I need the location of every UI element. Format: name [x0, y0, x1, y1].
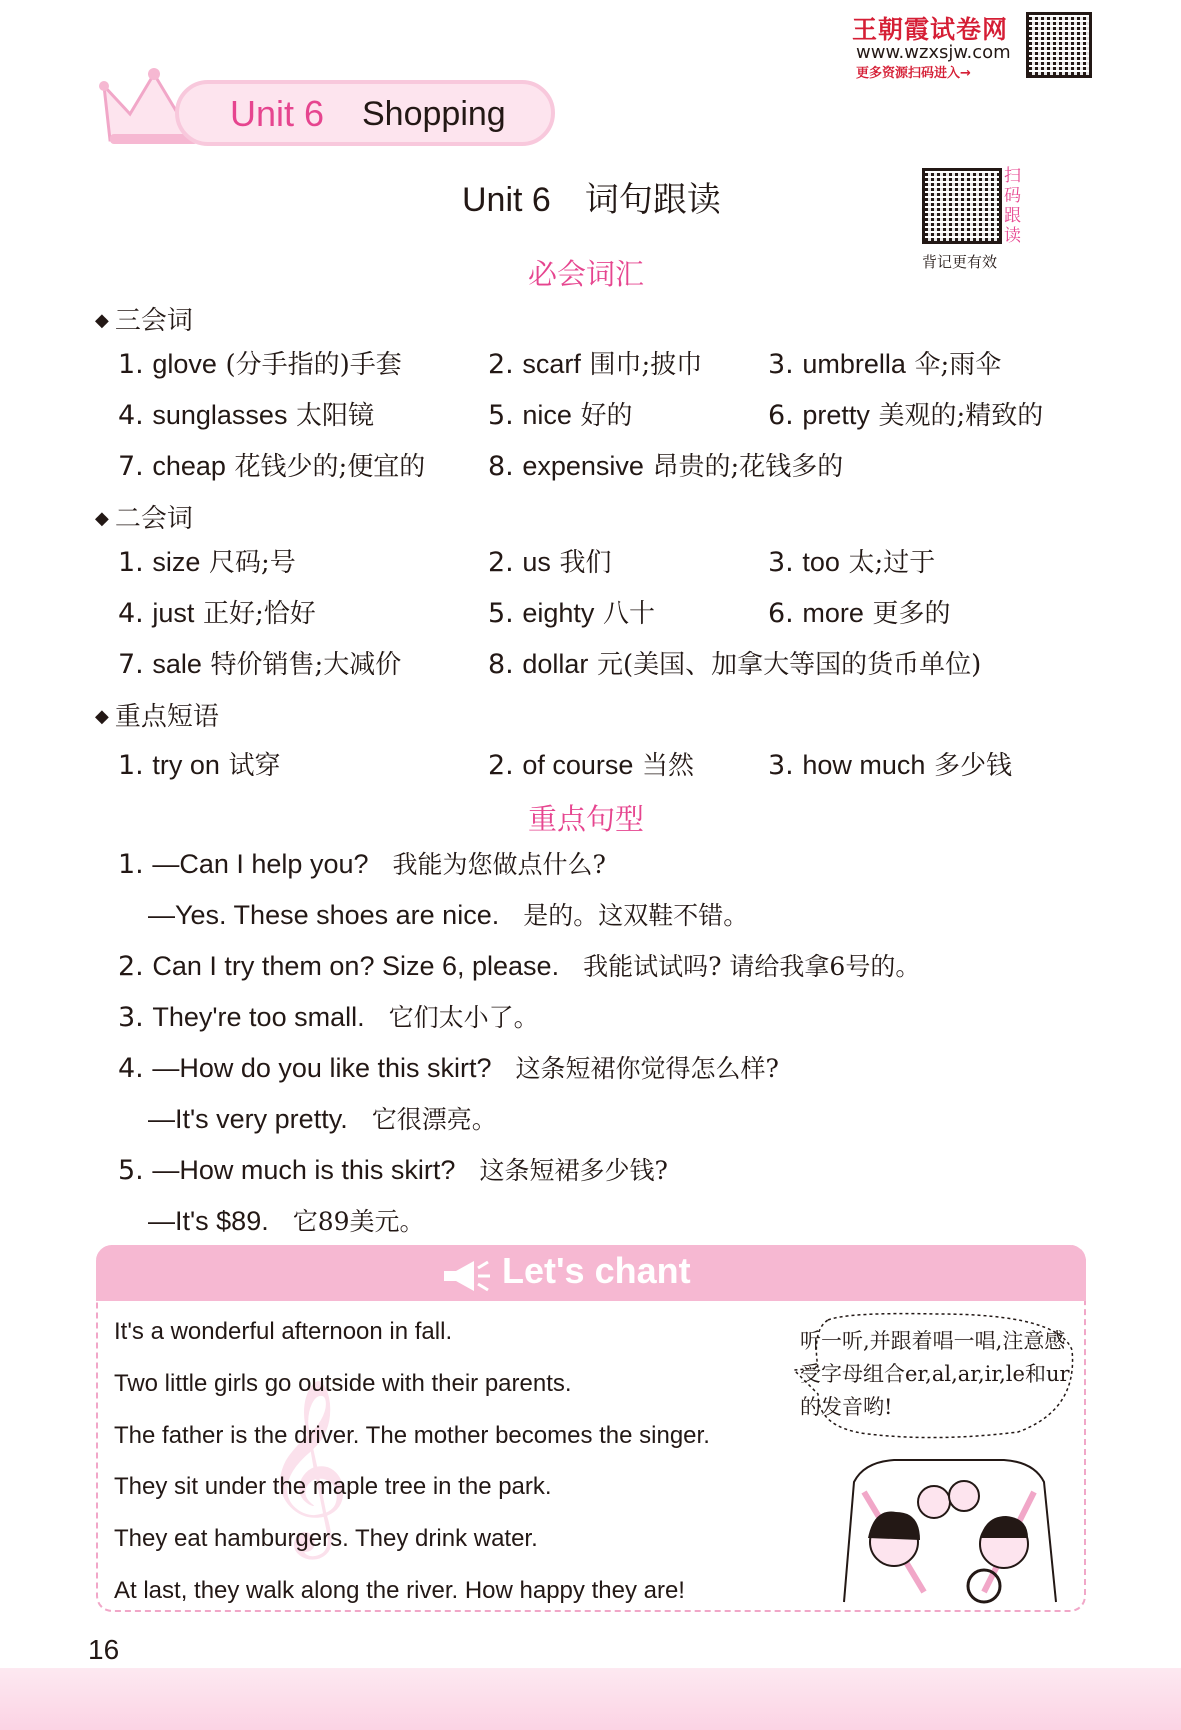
vocab-item: 6. more 更多的 — [768, 598, 951, 629]
diamond-bullet-icon: ◆ — [95, 508, 109, 529]
vocab-item: 1. size 尺码;号 — [118, 547, 296, 578]
sentence-line: 2. Can I try them on? Size 6, please. 我能试试吗? 请给我拿6号的。 — [118, 951, 921, 982]
sentence-line: —It's very pretty. 它很漂亮。 — [148, 1104, 497, 1134]
chant-line: It's a wonderful afternoon in fall. — [114, 1318, 453, 1345]
category-title: ◆ 重点短语 — [95, 702, 219, 732]
bottom-decoration — [0, 1668, 1181, 1730]
family-car-illustration — [834, 1452, 1064, 1604]
vocab-item: 3. umbrella 伞;雨伞 — [768, 349, 1002, 380]
sentence-line: 1. —Can I help you? 我能为您做点什么? — [118, 849, 606, 880]
vocab-item: 8. expensive 昂贵的;花钱多的 — [488, 451, 844, 482]
watermark-qr-code-icon — [1026, 12, 1092, 78]
vocab-item: 4. sunglasses 太阳镜 — [118, 400, 375, 431]
unit-name: Shopping — [362, 95, 506, 133]
megaphone-icon — [440, 1258, 492, 1294]
sentence-line: 5. —How much is this skirt? 这条短裙多少钱? — [118, 1155, 668, 1186]
page-title: Unit 6 词句跟读 — [462, 181, 721, 219]
watermark-title: 王朝霞试卷网 — [852, 15, 1009, 44]
treble-clef-icon: 𝄞 — [262, 1378, 351, 1552]
chant-line: They eat hamburgers. They drink water. — [114, 1525, 538, 1552]
vocab-item: 2. scarf 围巾;披巾 — [488, 349, 703, 380]
vocab-section-title: 必会词汇 — [528, 259, 645, 291]
chant-line: They sit under the maple tree in the park. — [114, 1473, 552, 1500]
sentence-line: 3. They're too small. 它们太小了。 — [118, 1002, 539, 1033]
sentence-line: 4. —How do you like this skirt? 这条短裙你觉得怎么样? — [118, 1053, 779, 1084]
phrase-item: 3. how much 多少钱 — [768, 750, 1013, 781]
watermark-url: www.wzxsjw.com — [856, 42, 1011, 63]
vocab-item: 5. eighty 八十 — [488, 598, 656, 629]
vocab-item: 5. nice 好的 — [488, 400, 633, 431]
chant-tip: 听一听,并跟着唱一唱,注意感受字母组合er,al,ar,ir,le和ur的发音哟! — [800, 1329, 1070, 1419]
vocab-item: 7. sale 特价销售;大减价 — [118, 649, 402, 680]
vocab-item: 6. pretty 美观的;精致的 — [768, 400, 1044, 431]
watermark-more: 更多资源扫码进入→ — [856, 66, 971, 81]
chant-title: Let's chant — [502, 1250, 691, 1291]
qr-label: 扫码跟读 — [1004, 166, 1021, 246]
vocab-item: 3. too 太;过于 — [768, 547, 936, 578]
vocab-item: 4. just 正好;恰好 — [118, 598, 316, 629]
diamond-bullet-icon: ◆ — [95, 706, 109, 727]
category-title: ◆ 二会词 — [95, 504, 193, 534]
chant-line: At last, they walk along the river. How happy they are! — [114, 1577, 685, 1604]
vocab-item: 2. us 我们 — [488, 547, 612, 578]
chant-line: Two little girls go outside with their parents. — [114, 1370, 572, 1397]
phrase-item: 2. of course 当然 — [488, 750, 695, 781]
sentence-line: —Yes. These shoes are nice. 是的。这双鞋不错。 — [148, 900, 749, 930]
sentence-line: —It's $89. 它89美元。 — [148, 1206, 425, 1236]
phrase-item: 1. try on 试穿 — [118, 750, 281, 781]
vocab-item: 7. cheap 花钱少的;便宜的 — [118, 451, 426, 482]
unit-label: Unit 6 — [230, 93, 325, 134]
page-number: 16 — [88, 1634, 120, 1665]
follow-reading-qr-code-icon — [922, 168, 1002, 244]
vocab-item: 8. dollar 元(美国、加拿大等国的货币单位) — [488, 649, 982, 680]
qr-tip: 背记更有效 — [922, 253, 998, 271]
diamond-bullet-icon: ◆ — [95, 310, 109, 331]
vocab-item: 1. glove (分手指的)手套 — [118, 349, 402, 380]
category-title: ◆ 三会词 — [95, 306, 193, 336]
sentence-section-title: 重点句型 — [528, 804, 645, 836]
chant-line: The father is the driver. The mother becomes the singer. — [114, 1422, 710, 1449]
